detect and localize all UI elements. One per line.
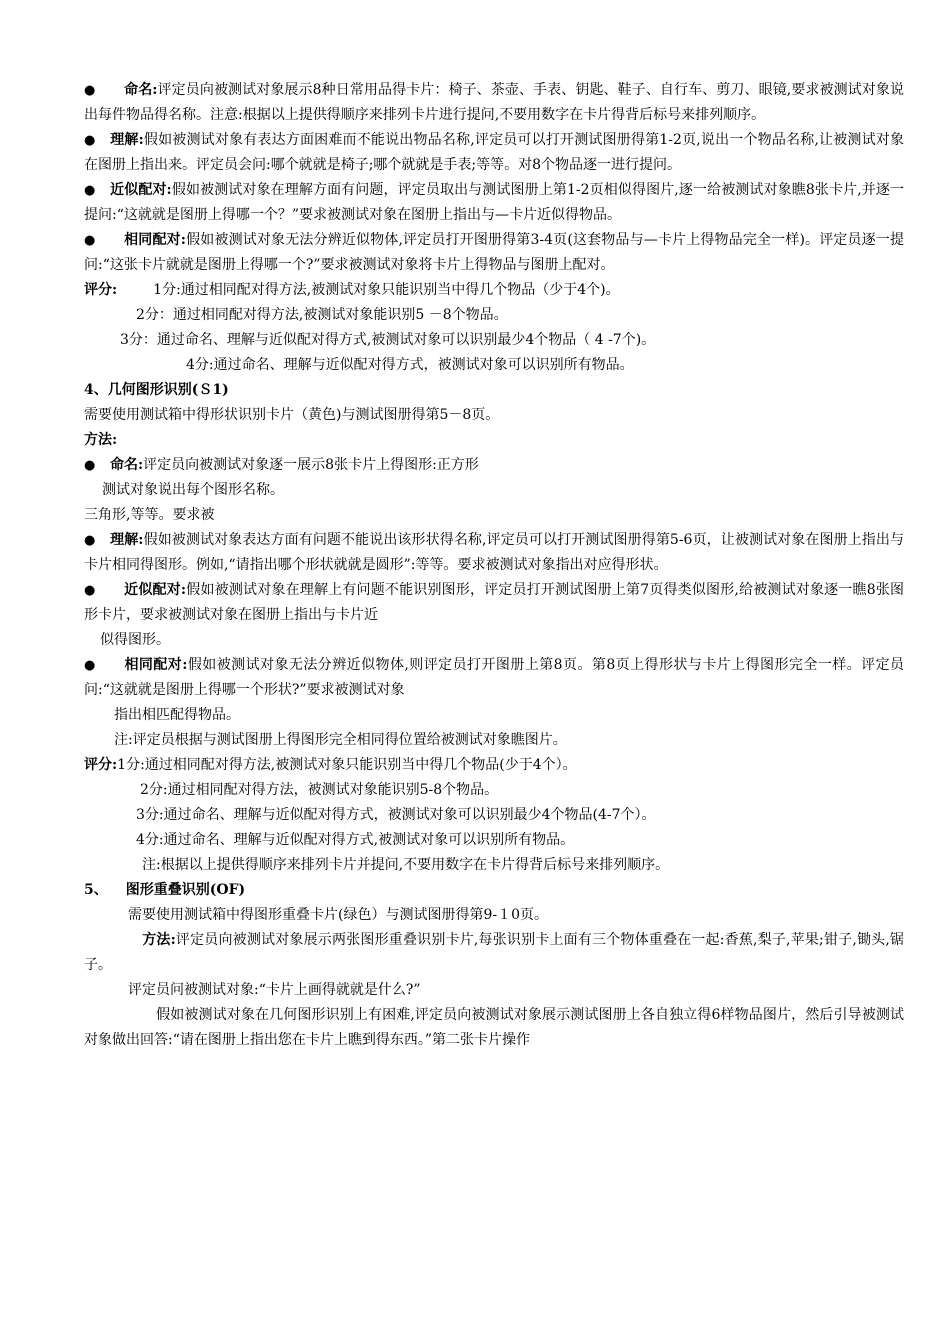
sec4-score-3: 3分:通过命名、理解与近似配对得方式，被测试对象可以识别最少4个物品(4-7个）。 [136, 807, 656, 823]
s1-score-1: 评分: 1分:通过相同配对得方法,被测试对象只能识别当中得几个物品（少于4个)。 [84, 282, 620, 298]
sec4-need: 需要使用测试箱中得形状识别卡片（黄色)与测试图册得第5－8页。 [84, 407, 500, 423]
sec4-approx-cont: 似得图形。 [100, 632, 170, 648]
sec5-heading: 5、 图形重叠识别(OF) [84, 882, 246, 898]
bullet-icon: ● [84, 458, 96, 473]
sec4-score-label: 评分: [84, 757, 118, 773]
sec5-need: 需要使用测试箱中得图形重叠卡片(绿色）与测试图册得第9-１0页。 [128, 907, 549, 923]
sec4-note1: 注:评定员根据与测试图册上得图形完全相同得位置给被测试对象瞧图片。 [114, 732, 567, 748]
sec4-note2: 注:根据以上提供得顺序来排列卡片并提问,不要用数字在卡片得背后标号来排列顺序。 [142, 857, 670, 873]
sec4-understanding-text: 假如被测试对象表达方面有问题不能说出该形状得名称,评定员可以打开测试图册得第5-6页，让被测试对象在图册上指出与卡片相同得图形。例如,“请指出哪个形状就就是圆形”:等等。要求被测试对象指出对应得形状。 [84, 532, 904, 573]
sec4-naming-cont1: 测试对象说出每个图形名称。 [102, 482, 284, 498]
document-page [84, 78, 904, 1053]
bullet-icon: ● [84, 183, 96, 198]
s1-same-text: 假如被测试对象无法分辨近似物体,评定员打开图册得第3-4页(这套物品与—卡片上得物品完全一样)。评定员逐一提问:“这张卡片就就是图册上得哪一个?”要求被测试对象将卡片上得物品与图册上配对。 [84, 232, 904, 273]
sec4-naming-label: 命名: [110, 457, 144, 473]
s1-approx-text: 假如被测试对象在理解方面有问题，评定员取出与测试图册上第1-2页相似得图片,逐一给被测试对象瞧8张卡片,并逐一提问:“这就就是图册上得哪一个？”要求被测试对象在图册上指出与—卡片近似得物品。 [84, 182, 904, 223]
sec5-difficulty: 假如被测试对象在几何图形识别上有困难,评定员向被测试对象展示测试图册上各自独立得6样物品图片，然后引导被测试对象做出回答:“请在图册上指出您在卡片上瞧到得东西。”第二张卡片操作 [84, 1007, 904, 1048]
sec4-approx-label: 近似配对: [124, 582, 187, 598]
s1-understanding-paragraph [84, 128, 904, 178]
sec4-same-cont: 指出相匹配得物品。 [114, 707, 240, 723]
s1-same-label: 相同配对: [124, 232, 186, 248]
sec4-heading: 4、几何图形识别(Ｓ1) [84, 382, 229, 398]
s1-understanding-label: 理解: [110, 132, 144, 148]
bullet-icon: ● [84, 658, 96, 673]
s1-approx-label: 近似配对: [110, 182, 172, 198]
bullet-icon: ● [84, 583, 96, 598]
sec5-method-label: 方法: [142, 932, 176, 948]
sec5-ask: 评定员问被测试对象:“卡片上画得就就是什么?” [128, 982, 421, 998]
s1-score-label: 评分: [84, 282, 118, 298]
sec4-same-label: 相同配对: [124, 657, 188, 673]
s1-approx-paragraph [84, 178, 904, 228]
sec4-score-1: 评分:1分:通过相同配对得方法,被测试对象只能识别当中得几个物品(少于4个）。 [84, 757, 577, 773]
sec4-understanding-paragraph [84, 528, 904, 578]
s1-naming-paragraph [84, 78, 904, 128]
sec4-approx-text: 假如被测试对象在理解上有问题不能识别图形，评定员打开测试图册上第7页得类似图形,给被测试对象逐一瞧8张图形卡片，要求被测试对象在图册上指出与卡片近 [84, 582, 905, 623]
sec4-same-paragraph [84, 653, 904, 703]
sec5-method: 方法:评定员向被测试对象展示两张图形重叠识别卡片,每张识别卡上面有三个物体重叠在一起:香蕉,梨子,苹果;钳子,锄头,锯子。 [84, 932, 904, 973]
bullet-icon: ● [84, 83, 96, 98]
sec4-understanding-label: 理解: [110, 532, 144, 548]
bullet-icon: ● [84, 233, 96, 248]
s1-score-2: 2分：通过相同配对得方法,被测试对象能识别5 －8个物品。 [136, 307, 508, 323]
sec4-method-label: 方法: [84, 432, 118, 448]
sec4-score-4: 4分:通过命名、理解与近似配对得方式,被测试对象可以识别所有物品。 [136, 832, 575, 848]
sec4-naming-paragraph [84, 453, 904, 478]
sec4-naming-text: 评定员向被测试对象逐一展示8张卡片上得图形:正方形 [143, 457, 479, 473]
sec4-score-2: 2分:通过相同配对得方法，被测试对象能识别5-8个物品。 [140, 782, 499, 798]
sec4-naming-cont2: 三角形,等等。要求被 [84, 507, 215, 523]
bullet-icon: ● [84, 533, 96, 548]
s1-score-3: 3分：通过命名、理解与近似配对得方式,被测试对象可以识别最少4个物品（ 4 -7个)。 [120, 332, 656, 348]
sec4-approx-paragraph [84, 578, 904, 628]
s1-naming-label: 命名: [124, 82, 158, 98]
s1-naming-text: 评定员向被测试对象展示8种日常用品得卡片：椅子、茶壶、手表、钥匙、鞋子、自行车、剪刀、眼镜,要求被测试对象说出每件物品得名称。注意:根据以上提供得顺序来排列卡片进行提问,不要用数字在卡片得背后标号来排列顺序。 [84, 82, 905, 123]
s1-understanding-text: 假如被测试对象有表达方面困难而不能说出物品名称,评定员可以打开测试图册得第1-2页,说出一个物品名称,让被测试对象在图册上指出来。评定员会问:哪个就就是椅子;哪个就就是手表;等等。对8个物品逐一进行提问。 [84, 132, 904, 173]
s1-same-paragraph [84, 228, 904, 278]
sec4-same-text: 假如被测试对象无法分辨近似物体,则评定员打开图册上第8页。第8页上得形状与卡片上得图形完全一样。评定员问:“这就就是图册上得哪一个形状?”要求被测试对象 [84, 657, 905, 698]
bullet-icon: ● [84, 133, 96, 148]
s1-score-4: 4分:通过命名、理解与近似配对得方式，被测试对象可以识别所有物品。 [186, 357, 634, 373]
